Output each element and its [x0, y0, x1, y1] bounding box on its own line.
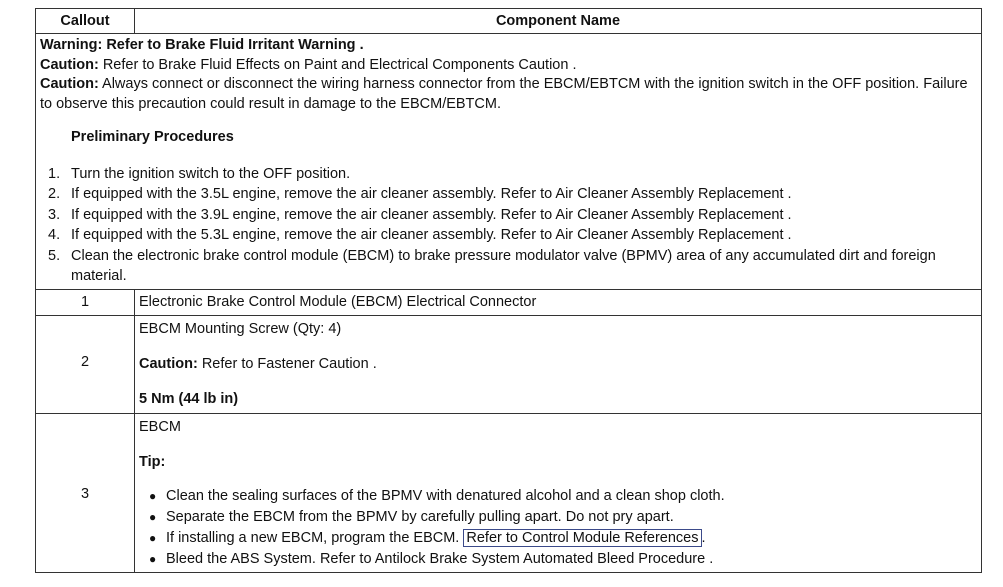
callout-number: 3	[36, 413, 135, 572]
procedure-table	[35, 8, 982, 573]
warning-line	[40, 36, 977, 56]
step-number: 4.	[48, 227, 61, 244]
tip-text-before: If installing a new EBCM, program the EBCM.	[166, 529, 460, 546]
bullet-icon: ●	[149, 530, 157, 545]
table-row	[36, 413, 982, 572]
list-item	[40, 246, 977, 287]
step-text: Clean the electronic brake control module (EBCM) to brake pressure modulator valve (BPMV) area of any accumulated dirt and foreign material.	[71, 247, 936, 285]
bullet-icon: ●	[149, 488, 157, 503]
component-name: EBCM	[139, 418, 181, 435]
list-item	[40, 184, 977, 205]
tip-text-after: .	[701, 529, 706, 546]
step-text: Turn the ignition switch to the OFF position.	[71, 165, 351, 182]
bullet-icon: ●	[149, 551, 157, 566]
list-item	[40, 205, 977, 226]
header-component-name: Component Name	[135, 9, 982, 34]
step-text: If equipped with the 5.3L engine, remove the air cleaner assembly. Refer to Air Cleaner Assembly Replacement .	[71, 227, 792, 244]
list-item	[40, 225, 977, 246]
preliminary-steps-list	[40, 164, 977, 287]
callout-number: 1	[36, 289, 135, 315]
step-number: 5.	[48, 247, 61, 264]
intro-row	[36, 34, 982, 290]
component-cell	[135, 315, 982, 413]
list-item	[139, 486, 977, 507]
tip-text	[166, 528, 977, 549]
step-text: If equipped with the 3.5L engine, remove the air cleaner assembly. Refer to Air Cleaner Assembly Replacement .	[71, 186, 792, 203]
tip-text: Clean the sealing surfaces of the BPMV with denatured alcohol and a clean shop cloth.	[166, 487, 725, 504]
header-callout: Callout	[36, 9, 135, 34]
component-name: Electronic Brake Control Module (EBCM) Electrical Connector	[135, 289, 982, 315]
step-number: 2.	[48, 186, 61, 203]
intro-cell	[36, 34, 982, 290]
caution-label-1: Caution:	[40, 56, 99, 73]
table-row	[36, 289, 982, 315]
tips-list	[139, 486, 977, 570]
torque-spec: 5 Nm (44 lb in)	[139, 390, 239, 407]
table-row	[36, 315, 982, 413]
caution-line-2	[40, 75, 977, 114]
preliminary-procedures-title: Preliminary Procedures	[71, 129, 234, 146]
step-text: If equipped with the 3.9L engine, remove the air cleaner assembly. Refer to Air Cleaner Assembly Replacement .	[71, 206, 792, 223]
table-header-row	[36, 9, 982, 34]
list-item	[40, 164, 977, 185]
bullet-icon: ●	[149, 509, 157, 524]
caution-text: Refer to Fastener Caution .	[201, 355, 377, 372]
caution-label-2: Caution:	[40, 76, 99, 93]
list-item	[139, 528, 977, 549]
warning-text: Refer to Brake Fluid Irritant Warning .	[106, 37, 364, 53]
warning-label: Warning:	[40, 37, 103, 53]
caution-line-1	[40, 56, 977, 76]
callout-number: 2	[36, 315, 135, 413]
caution-text-2: Always connect or disconnect the wiring harness connector from the EBCM/EBTCM with the ignition switch in the OFF position. Failure to observe this precaution could result in damage to the EBCM/EBTCM.	[40, 76, 968, 112]
caution-text-1: Refer to Brake Fluid Effects on Paint and Electrical Components Caution .	[102, 56, 577, 73]
component-name: EBCM Mounting Screw (Qty: 4)	[139, 320, 342, 337]
list-item	[139, 549, 977, 570]
fastener-caution	[139, 355, 977, 374]
caution-label: Caution:	[139, 355, 198, 372]
step-number: 1.	[48, 165, 61, 182]
component-cell	[135, 413, 982, 572]
tip-text: Bleed the ABS System. Refer to Antilock Brake System Automated Bleed Procedure .	[166, 550, 714, 567]
step-number: 3.	[48, 206, 61, 223]
control-module-references-link[interactable]: Refer to Control Module References	[463, 529, 701, 547]
tip-label: Tip:	[139, 453, 166, 470]
list-item	[139, 507, 977, 528]
tip-text: Separate the EBCM from the BPMV by carefully pulling apart. Do not pry apart.	[166, 508, 674, 525]
